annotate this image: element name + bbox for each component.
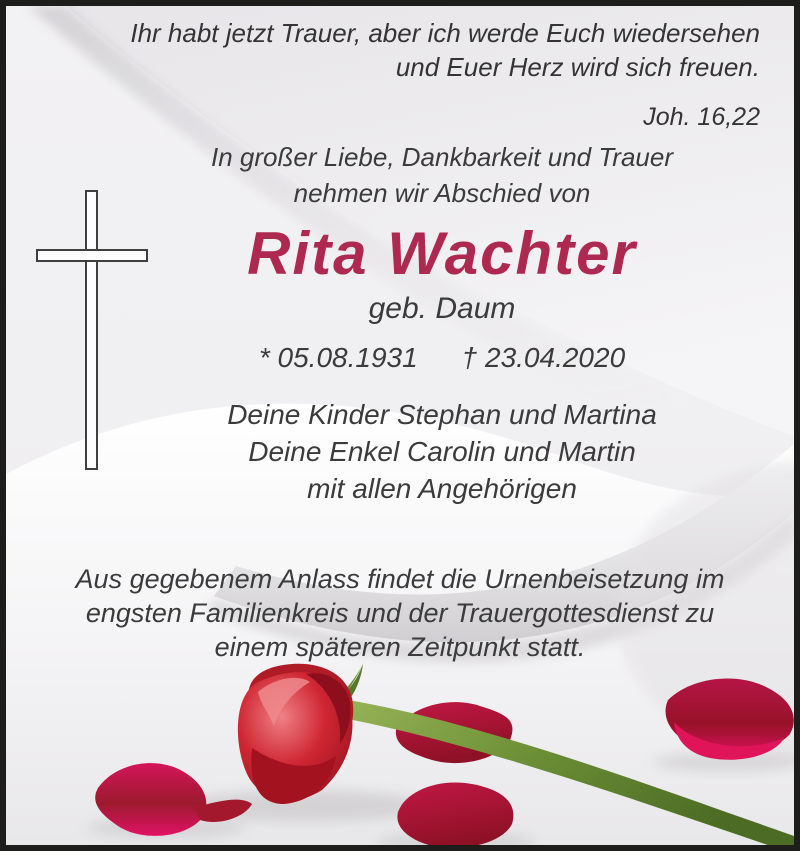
life-dates bbox=[90, 342, 794, 374]
announcement-line: Aus gegebenem Anlass findet die Urnenbeisetzung im bbox=[75, 564, 725, 594]
deceased-name: Rita Wachter bbox=[247, 220, 637, 287]
mourners-text bbox=[90, 396, 794, 507]
scripture-line: Ihr habt jetzt Trauer, aber ich werde Euch wiedersehen bbox=[130, 18, 760, 48]
mourner-line: Deine Enkel Carolin und Martin bbox=[248, 436, 636, 467]
mourner-line: Deine Kinder Stephan und Martina bbox=[227, 399, 657, 430]
intro-line: In großer Liebe, Dankbarkeit und Trauer bbox=[211, 142, 673, 172]
intro-text bbox=[90, 139, 794, 211]
birth-date: * 05.08.1931 bbox=[258, 342, 418, 373]
scripture-reference: Joh. 16,22 bbox=[643, 103, 760, 131]
mourner-line: mit allen Angehörigen bbox=[307, 473, 577, 504]
scripture-line: und Euer Herz wird sich freuen. bbox=[395, 52, 760, 82]
announcement-line: engsten Familienkreis und der Trauergottesdienst zu bbox=[85, 598, 715, 628]
announcement-line: einem späteren Zeitpunkt statt. bbox=[214, 632, 586, 662]
maiden-name: geb. Daum bbox=[368, 292, 516, 325]
scripture-quote bbox=[130, 16, 760, 134]
death-date: † 23.04.2020 bbox=[461, 342, 626, 373]
intro-line: nehmen wir Abschied von bbox=[293, 178, 591, 208]
funeral-announcement bbox=[6, 562, 794, 664]
